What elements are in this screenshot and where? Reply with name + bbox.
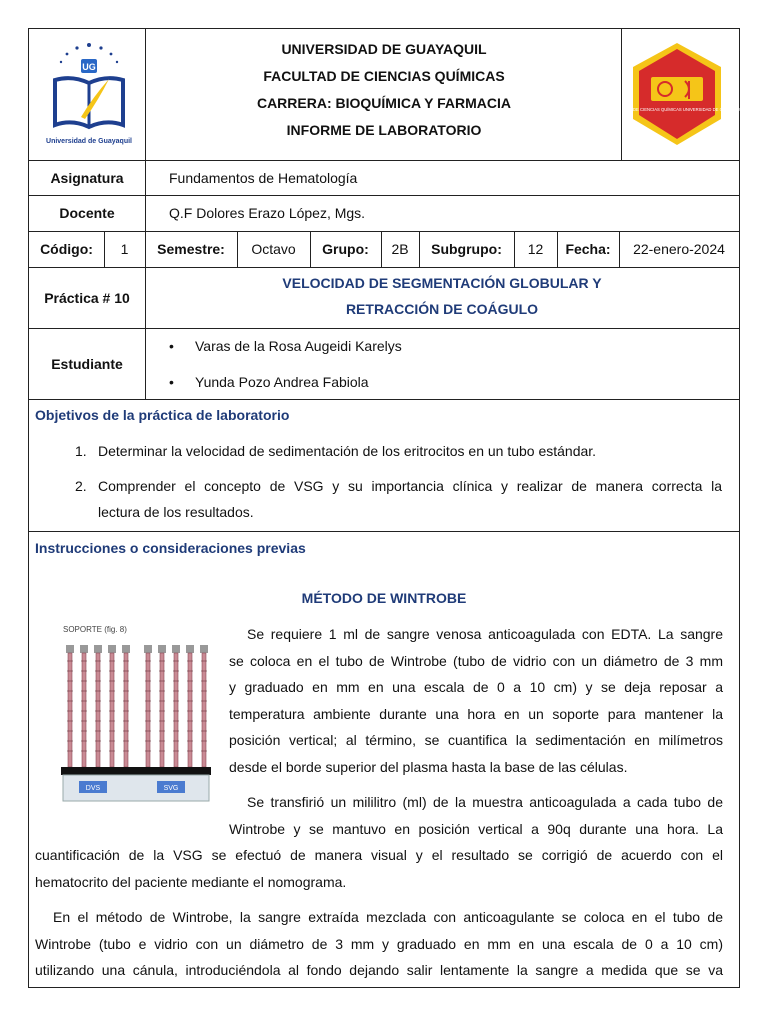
- wintrobe-tube: [122, 645, 130, 767]
- wintrobe-tube: [80, 645, 88, 767]
- figure-label: SOPORTE (fig. 8): [63, 625, 127, 634]
- paragraph-line: Se requiere 1 ml de sangre venosa anticoagulada con EDTA. La sangre: [247, 626, 723, 642]
- wintrobe-figure: [57, 623, 229, 803]
- subject-label: Asignatura: [50, 169, 124, 186]
- code-value: 1: [120, 241, 129, 257]
- report-title: INFORME DE LABORATORIO: [286, 122, 482, 138]
- wintrobe-tube: [172, 645, 180, 767]
- student-item: • Yunda Pozo Andrea Fabiola: [169, 374, 369, 390]
- svg-text:UG: UG: [82, 62, 96, 72]
- objective-number: 1.: [75, 443, 87, 459]
- practice-title-line2: RETRACCIÓN DE COÁGULO: [345, 301, 539, 317]
- objective-number: 2.: [75, 478, 87, 494]
- divider-v-header-right: [621, 29, 622, 160]
- date-value: 22-enero-2024: [633, 241, 725, 257]
- wintrobe-tube: [186, 645, 194, 767]
- paragraph-line: desde el borde superior del plasma hasta la base de las células.: [229, 758, 628, 775]
- divider-h7: [29, 531, 739, 532]
- lab-report-page: [28, 28, 744, 988]
- paragraph-1: [229, 621, 723, 780]
- objectives-title: Objetivos de la práctica de laboratorio: [35, 407, 290, 423]
- subgroup-label: Subgrupo:: [431, 241, 502, 257]
- student-name: Yunda Pozo Andrea Fabiola: [195, 374, 369, 390]
- paragraph-line: Se transfirió un mililitro (ml) de la muestra anticoagulada a cada tubo de: [247, 794, 723, 810]
- paragraph-line: posición vertical; al término, se cuantifica la sedimentación en milímetros: [229, 732, 723, 748]
- group-value: 2B: [391, 241, 409, 257]
- teacher-label: Docente: [59, 205, 115, 221]
- objective-text-cont: lectura de los resultados.: [98, 504, 254, 520]
- wintrobe-tube: [108, 645, 116, 767]
- paragraph-line: Wintrobe (tubo e vidrio con un diámetro de 3 mm y graduado en mm en una escala de 0 a 10 cm): [35, 935, 723, 952]
- paragraph-2: [229, 789, 723, 842]
- paragraph-line: En el método de Wintrobe, la sangre extraída mezclada con anticoagulante se coloca en el tubo de: [53, 909, 723, 925]
- paragraph-2-cont: [35, 842, 723, 895]
- right-logo-caption: FACULTAD DE CIENCIAS QUÍMICAS UNIVERSIDAD DE GUAYAQUIL: [610, 107, 744, 112]
- divider-v-header-left: [145, 29, 146, 399]
- paragraph-line: hematocrito del paciente mediante el nomograma.: [35, 873, 347, 890]
- university-title: UNIVERSIDAD DE GUAYAQUIL: [281, 41, 487, 57]
- paragraph-line: Wintrobe y se mantuvo en posición vertical a 90q durante una hora. La: [229, 820, 723, 837]
- faculty-logo-graphic: [610, 41, 744, 149]
- method-title: MÉTODO DE WINTROBE: [301, 590, 467, 606]
- wintrobe-tube: [66, 645, 74, 767]
- paragraph-line: utilizando una cánula, introduciéndola al fondo dejando salir lentamente la sangre a medida que se va: [35, 962, 723, 978]
- paragraph-line: se coloca en el tubo de Wintrobe (tubo de vidrio con un diámetro de 3 mm: [229, 652, 723, 669]
- instructions-title: Instrucciones o consideraciones previas: [35, 540, 306, 556]
- semester-value: Octavo: [251, 241, 296, 257]
- wintrobe-tube: [94, 645, 102, 767]
- wintrobe-tube: [158, 645, 166, 767]
- group-label: Grupo:: [322, 241, 369, 257]
- student-item: • Varas de la Rosa Augeidi Karelys: [169, 338, 402, 354]
- student-label: Estudiante: [51, 355, 123, 372]
- objective-text: Comprender el concepto de VSG y su importancia clínica y realizar de manera correcta la: [98, 478, 722, 494]
- tube-rack-graphic: [57, 623, 229, 803]
- teacher-value: Q.F Dolores Erazo López, Mgs.: [169, 205, 366, 221]
- career-title: CARRERA: BIOQUÍMICA Y FARMACIA: [256, 95, 512, 111]
- practice-title-line1: VELOCIDAD DE SEGMENTACIÓN GLOBULAR Y: [282, 275, 602, 291]
- left-logo-caption: Universidad de Guayaquil: [46, 138, 132, 145]
- subgroup-value: 12: [527, 241, 544, 257]
- paragraph-line: y graduado en mm en una escala de 0 a 10 cm) y se deja reposar a: [229, 679, 723, 695]
- faculty-logo: [610, 41, 744, 149]
- semester-label: Semestre:: [157, 241, 225, 257]
- university-logo: [37, 35, 141, 153]
- paragraph-line: cuantificación de la VSG se efectuó de manera visual y el resultado se corrigió de acuerdo con el: [35, 847, 723, 863]
- rack-label-right: SVG: [163, 785, 179, 792]
- wintrobe-tube: [200, 645, 208, 767]
- paragraph-line: temperatura ambiente durante una hora en un soporte para mantener la: [229, 705, 723, 722]
- paragraph-3: [35, 904, 723, 984]
- divider-h6: [29, 399, 739, 400]
- practice-label: Práctica # 10: [44, 289, 130, 306]
- date-label: Fecha:: [565, 241, 611, 257]
- student-name: Varas de la Rosa Augeidi Karelys: [195, 338, 402, 354]
- rack-label-left: DVS: [85, 785, 101, 792]
- faculty-title: FACULTAD DE CIENCIAS QUÍMICAS: [263, 68, 505, 84]
- subject-value: Fundamentos de Hematología: [169, 169, 358, 186]
- university-logo-graphic: [37, 35, 141, 153]
- code-label: Código:: [40, 241, 93, 257]
- objective-text: Determinar la velocidad de sedimentación de los eritrocitos en un tubo estándar.: [98, 443, 597, 459]
- wintrobe-tube: [144, 645, 152, 767]
